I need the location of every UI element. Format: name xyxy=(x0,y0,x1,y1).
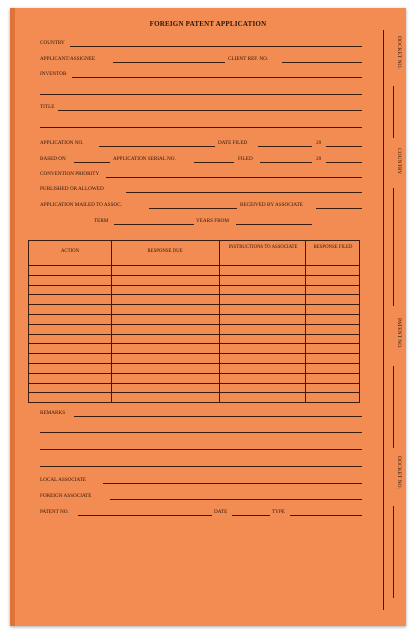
date-filed-line[interactable] xyxy=(258,146,312,147)
table-row[interactable] xyxy=(29,334,359,335)
patent-folder-form xyxy=(10,8,406,626)
based-on-label: BASED ON xyxy=(40,156,66,162)
date-label: DATE xyxy=(214,509,228,515)
remarks-line[interactable] xyxy=(74,416,362,417)
title-line[interactable] xyxy=(58,110,362,111)
table-row[interactable] xyxy=(29,383,359,384)
years-from-label: YEARS FROM xyxy=(196,218,230,224)
country-line[interactable] xyxy=(70,46,362,47)
table-header-action: ACTION xyxy=(60,249,80,254)
local-associate-line[interactable] xyxy=(103,483,362,484)
inventor-line-2[interactable] xyxy=(40,94,362,95)
side-line-docket-top[interactable] xyxy=(393,86,394,138)
table-row[interactable] xyxy=(29,265,359,266)
date-line[interactable] xyxy=(232,515,270,516)
remarks-line-2[interactable] xyxy=(40,432,362,433)
title-label: TITLE xyxy=(40,104,55,110)
inventor-label: INVENTOR xyxy=(40,71,67,77)
tab-edge-rule xyxy=(383,30,384,610)
applicant-line[interactable] xyxy=(113,62,225,63)
table-row[interactable] xyxy=(29,304,359,305)
client-ref-line[interactable] xyxy=(282,62,362,63)
convention-priority-line[interactable] xyxy=(106,177,362,178)
year-prefix-2: 20 xyxy=(316,156,322,162)
client-ref-label: CLIENT REF. NO. xyxy=(228,56,269,62)
mailed-label: APPLICATION MAILED TO ASSOC. xyxy=(40,202,122,208)
appl-serial-label: APPLICATION SERIAL NO. xyxy=(113,156,176,162)
type-line[interactable] xyxy=(290,515,362,516)
based-on-line[interactable] xyxy=(74,162,110,163)
inventor-line[interactable] xyxy=(72,77,362,78)
table-row[interactable] xyxy=(29,373,359,374)
applicant-label: APPLICANT/ASSIGNEE xyxy=(40,56,96,62)
type-label: TYPE xyxy=(272,509,285,515)
year-line-1[interactable] xyxy=(326,146,362,147)
title-line-2[interactable] xyxy=(40,127,362,128)
appl-serial-line[interactable] xyxy=(194,162,234,163)
application-no-line[interactable] xyxy=(99,146,215,147)
convention-priority-label: CONVENTION PRIORITY xyxy=(40,171,100,177)
published-line[interactable] xyxy=(126,192,362,193)
table-row[interactable] xyxy=(29,324,359,325)
action-table xyxy=(28,240,360,403)
table-row[interactable] xyxy=(29,343,359,344)
filed-label: FILED xyxy=(238,156,253,162)
foreign-associate-line[interactable] xyxy=(110,499,362,500)
remarks-label: REMARKS xyxy=(40,410,66,416)
table-row[interactable] xyxy=(29,294,359,295)
filed-line[interactable] xyxy=(260,162,312,163)
table-row[interactable] xyxy=(29,285,359,286)
remarks-line-3[interactable] xyxy=(40,449,362,450)
side-line-patent-no[interactable] xyxy=(393,366,394,448)
table-header-response-filed: RESPONSE FILED xyxy=(313,245,353,250)
published-label: PUBLISHED OR ALLOWED xyxy=(40,186,104,192)
side-label-patent-no: PATENT NO. xyxy=(396,318,402,349)
term-line[interactable] xyxy=(114,224,194,225)
side-label-docket-top: DOCKET NO. xyxy=(396,36,402,69)
table-row[interactable] xyxy=(29,275,359,276)
local-associate-label: LOCAL ASSOCIATE xyxy=(40,477,87,483)
table-row[interactable] xyxy=(29,353,359,354)
side-label-docket-bottom: DOCKET NO. xyxy=(396,456,402,489)
application-no-label: APPLICATION NO. xyxy=(40,140,84,146)
received-line[interactable] xyxy=(316,208,362,209)
foreign-associate-label: FOREIGN ASSOCIATE xyxy=(40,493,92,499)
patent-no-label: PATENT NO. xyxy=(40,509,69,515)
year-prefix-1: 20 xyxy=(316,140,322,146)
year-line-2[interactable] xyxy=(326,162,362,163)
table-row[interactable] xyxy=(29,363,359,364)
remarks-line-4[interactable] xyxy=(40,466,362,467)
table-header-response-due: RESPONSE DUE xyxy=(147,249,183,254)
side-line-country[interactable] xyxy=(393,188,394,306)
table-header-instructions: INSTRUCTIONS TO ASSOCIATE xyxy=(228,245,298,250)
form-title: FOREIGN PATENT APPLICATION xyxy=(149,20,267,28)
table-row[interactable] xyxy=(29,392,359,393)
date-filed-label: DATE FILED xyxy=(218,140,248,146)
mailed-line[interactable] xyxy=(149,208,237,209)
received-label: RECEIVED BY ASSOCIATE xyxy=(240,202,303,208)
table-row[interactable] xyxy=(29,314,359,315)
term-label: TERM xyxy=(94,218,109,224)
side-label-country: COUNTRY xyxy=(396,148,402,175)
years-from-line[interactable] xyxy=(236,224,312,225)
country-label: COUNTRY xyxy=(40,40,65,46)
patent-no-line[interactable] xyxy=(78,515,212,516)
folder-spine xyxy=(10,8,15,626)
side-line-docket-bottom[interactable] xyxy=(393,506,394,598)
